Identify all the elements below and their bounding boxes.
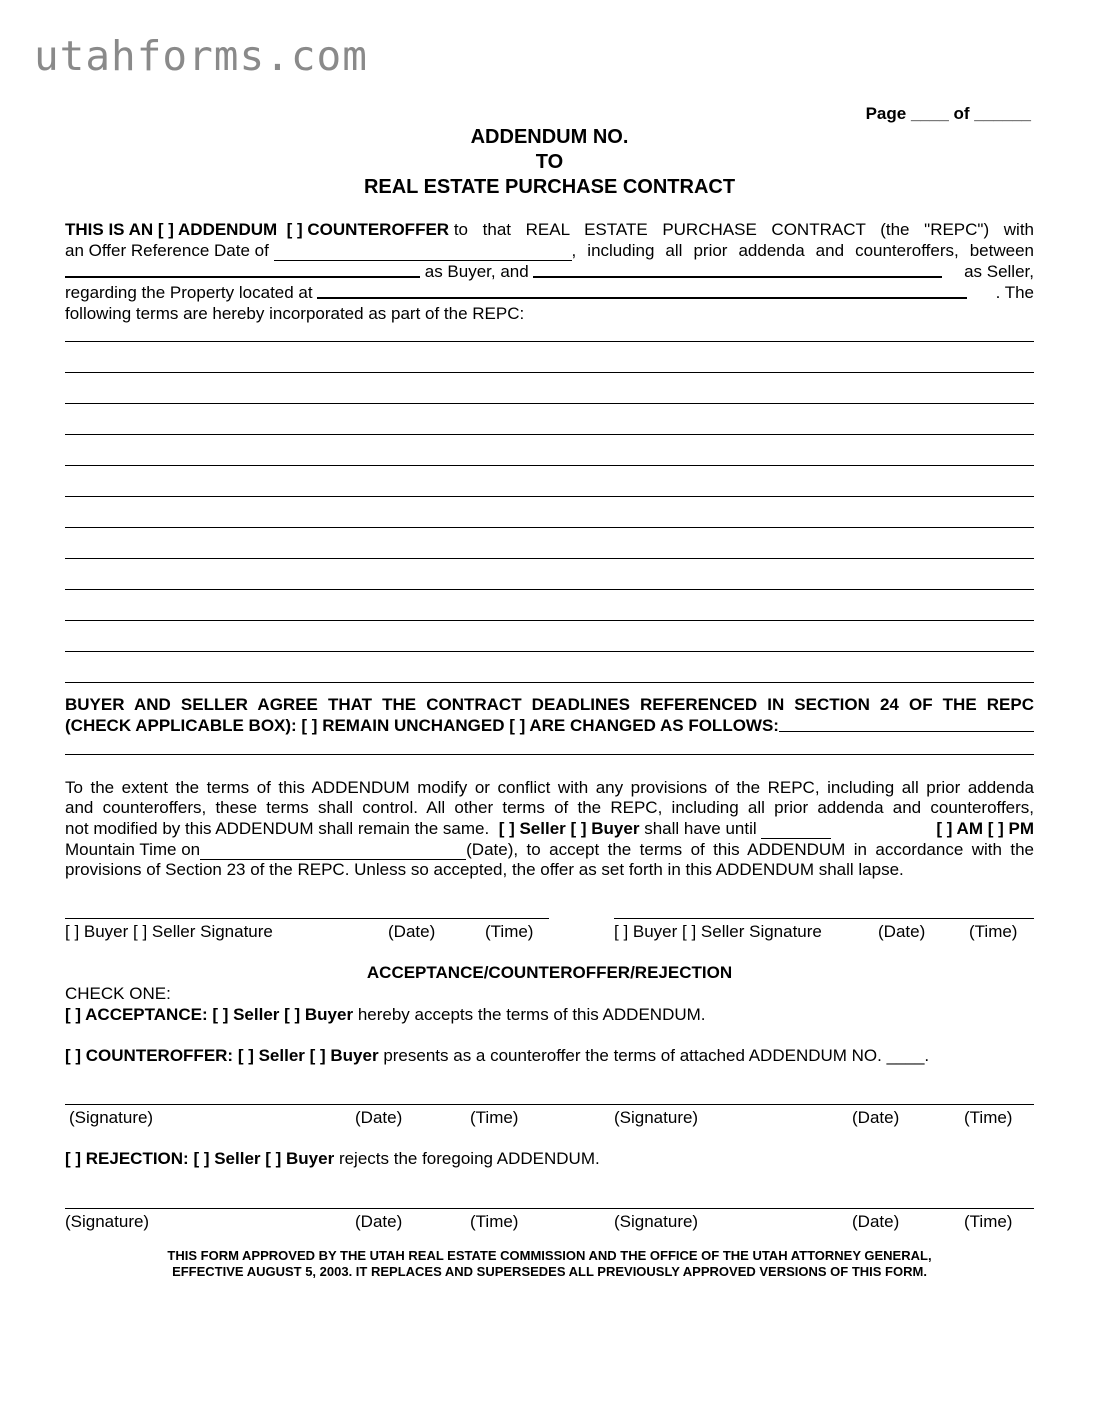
counteroffer-checkbox-label[interactable]: [ ] COUNTEROFFER [286,220,450,239]
footer-line-1: THIS FORM APPROVED BY THE UTAH REAL ESTATE COMMISSION AND THE OFFICE OF THE UTAH ATTORNEY GENERAL, [167,1248,932,1263]
time-label: (Time) [470,1108,519,1127]
property-address-field[interactable] [317,296,967,299]
date-label: (Date) [878,922,926,941]
terms-line[interactable] [65,620,1034,621]
time-label: (Time) [485,922,534,941]
rejection-option[interactable] [65,1148,600,1169]
terms-line[interactable] [65,558,1034,559]
buyer-name-field[interactable] [65,275,420,278]
signature-label-left: [ ] Buyer [ ] Seller Signature [65,922,273,941]
terms-line[interactable] [65,651,1034,652]
deadline-time-field[interactable] [761,822,831,839]
intro-text-1: to that REAL ESTATE PURCHASE CONTRACT (the "REPC") with [453,220,1034,239]
date-label: (Date) [355,1212,403,1231]
terms-line[interactable] [65,682,1034,683]
terms-line[interactable] [65,589,1034,590]
deadlines-changes-field[interactable] [779,730,1034,732]
date-label: (Date) [852,1212,900,1231]
signature-label: (Signature) [614,1212,699,1231]
property-label: regarding the Property located at [65,283,313,302]
acceptance-heading: ACCEPTANCE/COUNTEROFFER/REJECTION [366,963,733,982]
deadlines-line-2 [65,715,1034,736]
rejection-text: rejects the foregoing ADDENDUM. [338,1149,600,1168]
signature-label-right: [ ] Buyer [ ] Seller Signature [614,922,822,941]
as-buyer-label: as Buyer, and [424,262,529,281]
deadlines-choice[interactable]: (CHECK APPLICABLE BOX): [ ] REMAIN UNCHANGED [ ] ARE CHANGED AS FOLLOWS: [65,716,779,735]
extent-text-4b: (Date), to accept the terms of this ADDENDUM in accordance with the [466,840,1034,859]
page-number: Page ____ of ______ [865,104,1031,123]
intro-text-2: , including all prior addenda and counteroffers, between [571,241,1034,260]
date-label: (Date) [388,922,436,941]
extent-text-4a: Mountain Time on [65,840,201,859]
extent-line-1: To the extent the terms of this ADDENDUM modify or conflict with any provisions of the REPC, including all prior addenda [65,778,1034,797]
time-label: (Time) [470,1212,519,1231]
rejection-checkbox[interactable]: [ ] REJECTION: [ ] Seller [ ] Buyer [65,1149,335,1168]
accepting-party-choice[interactable]: [ ] Seller [ ] Buyer [498,819,640,838]
signature-line-right[interactable] [614,918,1034,919]
deadlines-changes-line[interactable] [65,754,1034,755]
terms-line[interactable] [65,341,1034,342]
deadlines-line-1: BUYER AND SELLER AGREE THAT THE CONTRACT DEADLINES REFERENCED IN SECTION 24 OF THE REPC [65,695,1034,714]
counteroffer-checkbox[interactable]: [ ] COUNTEROFFER: [ ] Seller [ ] Buyer [65,1046,379,1065]
terms-line[interactable] [65,403,1034,404]
counteroffer-option[interactable] [65,1045,929,1066]
signature-label: (Signature) [69,1108,154,1127]
terms-line[interactable] [65,496,1034,497]
rejection-signature-line[interactable] [65,1208,1034,1209]
title-line-3: REAL ESTATE PURCHASE CONTRACT [363,176,736,198]
extent-line-4 [65,839,1034,860]
counteroffer-text: presents as a counteroffer the terms of attached ADDENDUM NO. ____. [383,1046,930,1065]
intro-line-1 [65,219,1034,240]
date-label: (Date) [852,1108,900,1127]
seller-name-field[interactable] [533,275,942,278]
intro-line-2 [65,240,1034,261]
terms-line[interactable] [65,434,1034,435]
terms-line[interactable] [65,527,1034,528]
time-label: (Time) [964,1212,1013,1231]
title-line-1: ADDENDUM NO. [470,126,629,148]
counteroffer-signature-line[interactable] [65,1104,1034,1105]
acceptance-option[interactable] [65,1004,706,1025]
time-label: (Time) [969,922,1018,941]
date-label: (Date) [355,1108,403,1127]
as-seller-label: as Seller, [964,262,1034,281]
offer-reference-label: an Offer Reference Date of [65,241,269,260]
signature-line-left[interactable] [65,918,549,919]
am-pm-choice[interactable]: [ ] AM [ ] PM [936,819,1034,838]
offer-reference-date-field[interactable] [274,244,572,261]
extent-text-3c: shall have until [644,819,757,838]
signature-label: (Signature) [65,1212,150,1231]
extent-line-3 [65,818,1034,839]
extent-text-3a: not modified by this ADDENDUM shall remain the same. [65,819,490,838]
title-line-2: TO [535,151,564,173]
intro-line-4 [65,282,1034,303]
terms-line[interactable] [65,465,1034,466]
deadline-date-field[interactable] [200,843,466,860]
terms-line[interactable] [65,372,1034,373]
extent-line-5: provisions of Section 23 of the REPC. Unless so accepted, the offer as set forth in this ADDENDUM shall lapse. [65,860,904,879]
acceptance-checkbox[interactable]: [ ] ACCEPTANCE: [ ] Seller [ ] Buyer [65,1005,354,1024]
time-label: (Time) [964,1108,1013,1127]
acceptance-text: hereby accepts the terms of this ADDENDUM. [357,1005,706,1024]
intro-line-5: following terms are hereby incorporated as part of the REPC: [65,304,525,323]
footer-line-2: EFFECTIVE AUGUST 5, 2003. IT REPLACES AND SUPERSEDES ALL PREVIOUSLY APPROVED VERSIONS OF THIS FORM. [172,1264,927,1279]
signature-label: (Signature) [614,1108,699,1127]
the-label: . The [995,283,1034,302]
extent-line-2: and counteroffers, these terms shall control. All other terms of the REPC, including all prior addenda and counteroffers, [65,798,1034,817]
check-one-label: CHECK ONE: [65,984,171,1003]
addendum-checkbox-label[interactable]: THIS IS AN [ ] ADDENDUM [65,220,278,239]
watermark: utahforms.com [34,32,368,80]
intro-line-3 [65,261,1034,282]
